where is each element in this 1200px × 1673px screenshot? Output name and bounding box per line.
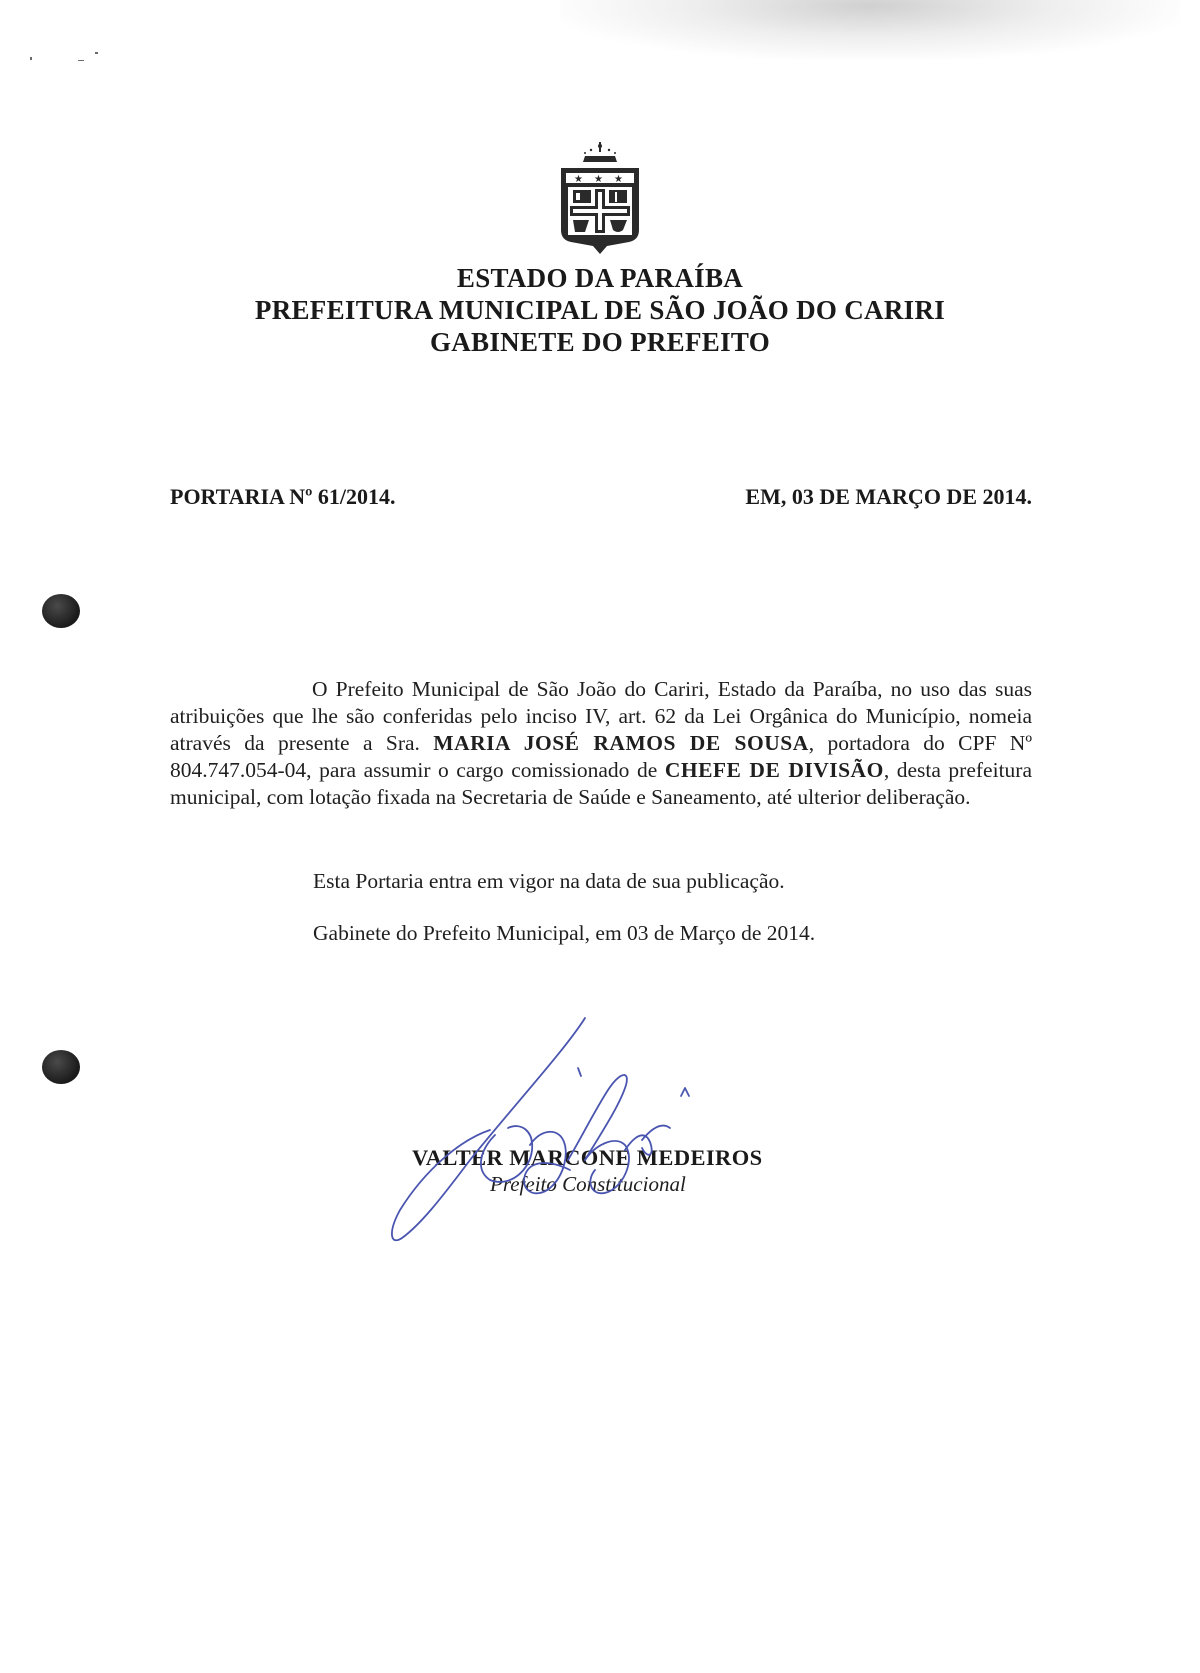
scan-shadow — [560, 0, 1180, 60]
scan-speck — [95, 52, 98, 54]
svg-text:★: ★ — [614, 174, 623, 185]
header-state: ESTADO DA PARAÍBA — [456, 263, 744, 293]
effective-clause: Esta Portaria entra em vigor na data de sua publicação. — [313, 869, 785, 893]
header-municipality: PREFEITURA MUNICIPAL DE SÃO JOÃO DO CARIRI — [254, 295, 946, 325]
punch-hole — [42, 594, 80, 628]
paragraph-text: O Prefeito Municipal de São João do Cariri, Estado da Paraíba, no uso das suas atribuições que lhe são conferidas pelo inciso IV, art. 62 da Lei Orgânica do Município, nomeia através da presente a Sra. — [170, 677, 1032, 755]
coat-of-arms-icon — [555, 140, 645, 256]
header-office: GABINETE DO PREFEITO — [429, 327, 771, 357]
paragraph-text: , portadora do CPF Nº 804.747.054-04, para assumir o cargo comissionado de — [170, 731, 1032, 782]
nominee-name: MARIA JOSÉ RAMOS DE SOUSA — [433, 731, 809, 755]
handwritten-signature — [380, 1010, 720, 1250]
scan-speck — [78, 60, 84, 61]
place-date-line: Gabinete do Prefeito Municipal, em 03 de Março de 2014. — [313, 921, 816, 945]
punch-hole — [42, 1050, 80, 1084]
svg-text:★: ★ — [574, 174, 583, 185]
nomination-paragraph — [170, 676, 1032, 811]
scan-speck — [30, 57, 32, 60]
paragraph-text: , desta prefeitura municipal, com lotação fixada na Secretaria de Saúde e Saneamento, até ulterior deliberação. — [170, 758, 1032, 809]
signatory-title: Prefeito Constitucional — [490, 1172, 686, 1196]
signatory-name: VALTER MARCONE MEDEIROS — [412, 1145, 763, 1170]
position-title: CHEFE DE DIVISÃO — [664, 758, 884, 782]
portaria-number: PORTARIA Nº 61/2014. — [170, 484, 396, 509]
portaria-date: EM, 03 DE MARÇO DE 2014. — [745, 484, 1032, 509]
svg-text:★: ★ — [594, 174, 603, 185]
